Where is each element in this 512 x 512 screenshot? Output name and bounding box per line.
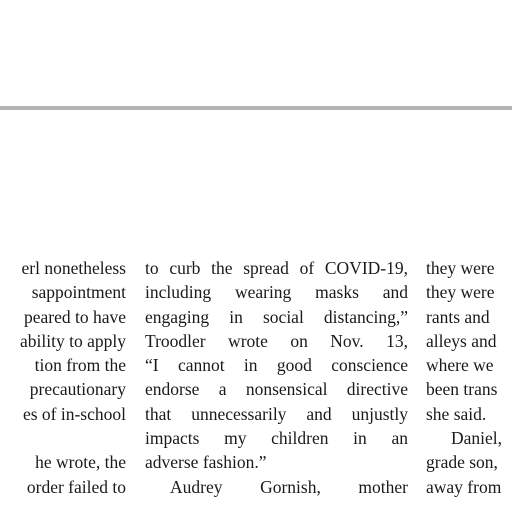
text-line: endorse a nonsensical directive	[145, 379, 408, 400]
text-line: rants and	[426, 306, 490, 327]
text-line: tion from the	[34, 355, 126, 376]
text-line: impacts my children in an	[145, 428, 408, 449]
text-line: Troodler wrote on Nov. 13,	[145, 330, 408, 351]
text-line: been trans	[426, 379, 498, 400]
article-column-right	[426, 256, 512, 499]
text-line: peared to have	[23, 306, 126, 327]
article-column-left	[0, 256, 126, 499]
text-line: Audrey Gornish, mother	[170, 476, 408, 497]
text-line: erl nonetheless	[21, 258, 126, 278]
text-line: grade son,	[426, 452, 498, 473]
text-line: sappointment	[31, 282, 126, 303]
text-line: precautionary	[29, 379, 126, 400]
text-line: Daniel,	[451, 428, 503, 449]
text-line: he wrote, the	[35, 452, 126, 473]
text-line: engaging in social distancing,”	[145, 306, 408, 327]
section-divider-rule	[0, 106, 512, 110]
text-line: where we	[426, 355, 494, 376]
text-line: they were	[426, 258, 495, 278]
text-line: she said.	[426, 403, 487, 424]
text-line: adverse fashion.”	[145, 452, 267, 473]
text-line: including wearing masks and	[145, 282, 408, 303]
text-line: order failed to	[26, 476, 126, 497]
text-line: “I cannot in good conscience	[145, 355, 408, 376]
text-line: ability to apply	[20, 330, 126, 351]
text-line: es of in-school	[22, 403, 126, 424]
text-line: alleys and	[426, 330, 497, 351]
text-line: away from	[426, 476, 502, 497]
text-line: they were	[426, 282, 495, 303]
text-line: to curb the spread of COVID-19,	[145, 258, 408, 278]
text-line: that unnecessarily and unjustly	[145, 403, 408, 424]
article-column-middle	[145, 256, 408, 499]
text-line	[0, 426, 126, 450]
